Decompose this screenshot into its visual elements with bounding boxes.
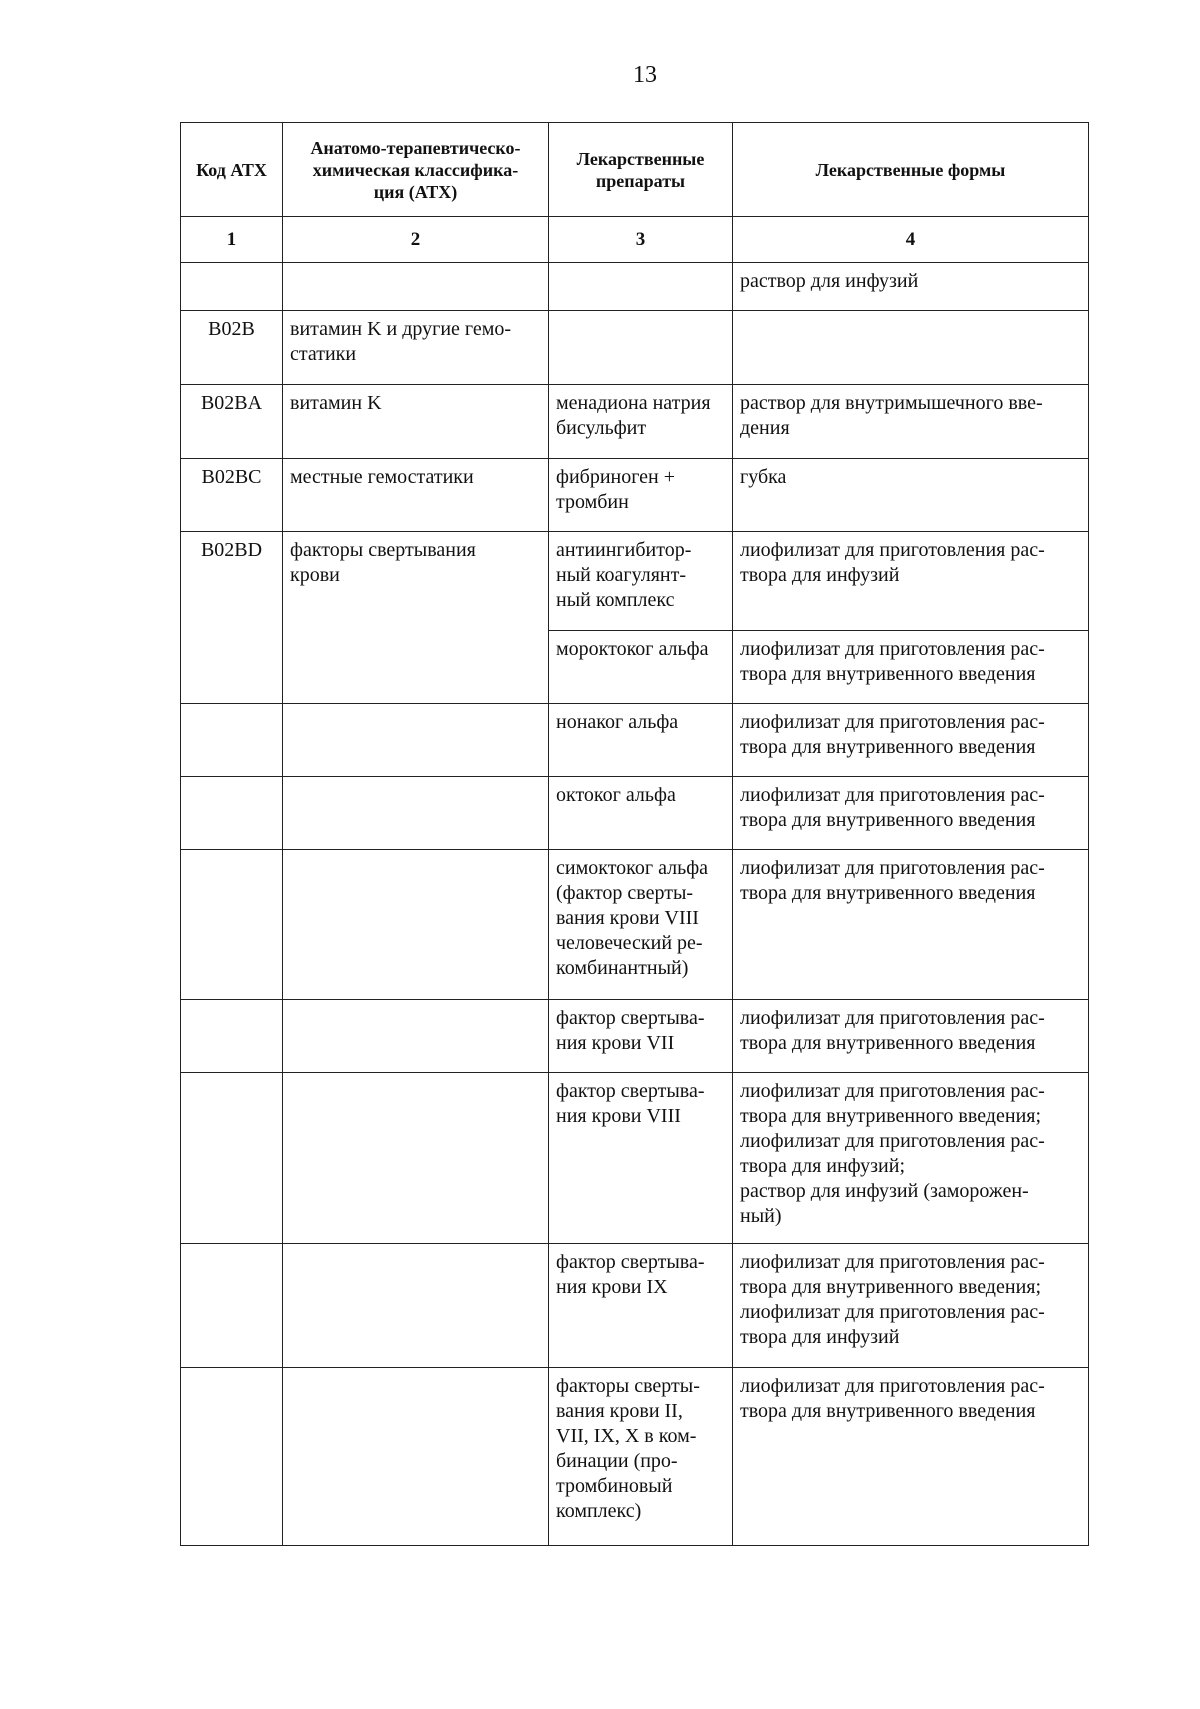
table-row (181, 1000, 1089, 1073)
page-number: 13 (633, 62, 657, 88)
table-row (181, 704, 1089, 777)
cell-classification (283, 704, 549, 777)
cell-classification (283, 1244, 549, 1368)
table-row (181, 311, 1089, 385)
header-classification: Анатомо-терапевтическо- химическая классифика- ция (АТХ) (283, 123, 549, 217)
column-number: 2 (283, 217, 549, 263)
cell-drug (549, 311, 733, 385)
cell-drug: фибриноген + тромбин (549, 459, 733, 532)
cell-drug (549, 263, 733, 311)
cell-forms: лиофилизат для приготовления рас- твора для внутривенного введения (733, 850, 1089, 1000)
header-row (181, 123, 1089, 217)
cell-classification (283, 1000, 549, 1073)
cell-code (181, 1368, 283, 1546)
cell-forms: раствор для внутримышечного вве- дения (733, 385, 1089, 459)
cell-code (181, 263, 283, 311)
cell-code: B02B (181, 311, 283, 385)
column-number: 3 (549, 217, 733, 263)
cell-classification: витамин K и другие гемо- статики (283, 311, 549, 385)
cell-code: B02BC (181, 459, 283, 532)
cell-forms: лиофилизат для приготовления рас- твора для внутривенного введения (733, 1000, 1089, 1073)
cell-drug: менадиона натрия бисульфит (549, 385, 733, 459)
header-code: Код АТХ (181, 123, 283, 217)
cell-drug: фактор свертыва- ния крови VIII (549, 1073, 733, 1244)
cell-code: B02BA (181, 385, 283, 459)
cell-forms: лиофилизат для приготовления рас- твора для внутривенного введения (733, 704, 1089, 777)
cell-forms: губка (733, 459, 1089, 532)
table-row (181, 1244, 1089, 1368)
cell-forms (733, 311, 1089, 385)
header-forms: Лекарственные формы (733, 123, 1089, 217)
table-row (181, 459, 1089, 532)
cell-drug: октоког альфа (549, 777, 733, 850)
cell-classification (283, 1368, 549, 1546)
cell-drug: фактор свертыва- ния крови VII (549, 1000, 733, 1073)
cell-classification: витамин K (283, 385, 549, 459)
column-number: 4 (733, 217, 1089, 263)
cell-classification: местные гемостатики (283, 459, 549, 532)
cell-code: B02BD (181, 532, 283, 704)
column-number: 1 (181, 217, 283, 263)
cell-forms: лиофилизат для приготовления рас- твора для внутривенного введения; лиофилизат для приготовления рас- твора для инфузий (733, 1244, 1089, 1368)
cell-drug: фактор свертыва- ния крови IX (549, 1244, 733, 1368)
cell-code (181, 777, 283, 850)
cell-forms: лиофилизат для приготовления рас- твора для внутривенного введения; лиофилизат для приготовления рас- твора для инфузий; раствор для инфузий (заморожен- ный) (733, 1073, 1089, 1244)
cell-classification: факторы свертывания крови (283, 532, 549, 704)
cell-code (181, 704, 283, 777)
cell-code (181, 850, 283, 1000)
cell-drug: симоктоког альфа (фактор сверты- вания крови VIII человеческий ре- комбинантный) (549, 850, 733, 1000)
table-row (181, 850, 1089, 1000)
cell-forms: лиофилизат для приготовления рас- твора для инфузий (733, 532, 1089, 631)
cell-classification (283, 777, 549, 850)
column-number-row (181, 217, 1089, 263)
cell-classification (283, 1073, 549, 1244)
cell-drug: антиингибитор- ный коагулянт- ный комплекс (549, 532, 733, 631)
atx-table (180, 122, 1089, 1546)
table-row (181, 777, 1089, 850)
cell-drug: нонаког альфа (549, 704, 733, 777)
table-row (181, 1368, 1089, 1546)
table-row (181, 1073, 1089, 1244)
cell-forms: лиофилизат для приготовления рас- твора для внутривенного введения (733, 631, 1089, 704)
cell-code (181, 1244, 283, 1368)
cell-forms: лиофилизат для приготовления рас- твора для внутривенного введения (733, 1368, 1089, 1546)
table-row (181, 385, 1089, 459)
cell-classification (283, 850, 549, 1000)
cell-forms: лиофилизат для приготовления рас- твора для внутривенного введения (733, 777, 1089, 850)
cell-forms: раствор для инфузий (733, 263, 1089, 311)
cell-drug: мороктоког альфа (549, 631, 733, 704)
cell-code (181, 1073, 283, 1244)
table-row (181, 532, 1089, 631)
table-row (181, 263, 1089, 311)
cell-code (181, 1000, 283, 1073)
cell-drug: факторы сверты- вания крови II, VII, IX, X в ком- бинации (про- тромбиновый комплекс) (549, 1368, 733, 1546)
cell-classification (283, 263, 549, 311)
header-drugs: Лекарственные препараты (549, 123, 733, 217)
